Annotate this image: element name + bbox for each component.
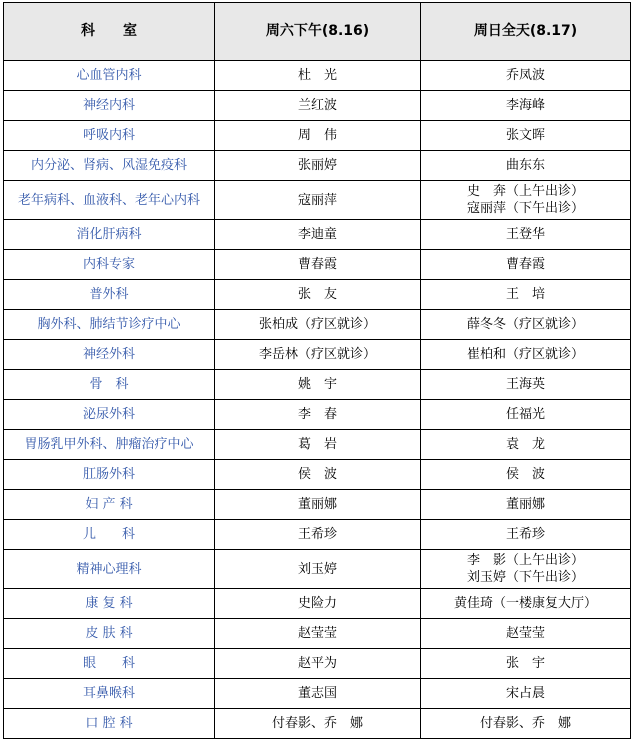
sunday-doctor-cell: 黄佳琦（一楼康复大厅）: [421, 589, 631, 619]
sunday-doctor-cell: 任福光: [421, 400, 631, 430]
department-cell: 内科专家: [4, 250, 215, 280]
department-cell: 皮 肤 科: [4, 619, 215, 649]
department-cell: 呼吸内科: [4, 121, 215, 151]
header-saturday: 周六下午(8.16): [215, 3, 421, 61]
department-cell: 内分泌、肾病、风湿免疫科: [4, 151, 215, 181]
saturday-doctor-cell: 葛 岩: [215, 430, 421, 460]
department-cell: 骨 科: [4, 370, 215, 400]
department-cell: 胃肠乳甲外科、肿瘤治疗中心: [4, 430, 215, 460]
saturday-doctor-cell: 董丽娜: [215, 490, 421, 520]
table-row: [4, 61, 631, 91]
table-row: [4, 679, 631, 709]
sunday-doctor-cell: 张文晖: [421, 121, 631, 151]
saturday-doctor-cell: 曹春霞: [215, 250, 421, 280]
department-cell: 心血管内科: [4, 61, 215, 91]
sunday-doctor-cell: 史 奔（上午出诊） 寇丽萍（下午出诊）: [421, 181, 631, 220]
sunday-doctor-cell: 王希珍: [421, 520, 631, 550]
schedule-body: [4, 61, 631, 739]
saturday-doctor-cell: 张 友: [215, 280, 421, 310]
table-row: [4, 649, 631, 679]
department-cell: 神经外科: [4, 340, 215, 370]
table-row: [4, 250, 631, 280]
saturday-doctor-cell: 姚 宇: [215, 370, 421, 400]
sunday-doctor-cell: 乔凤波: [421, 61, 631, 91]
department-cell: 康 复 科: [4, 589, 215, 619]
department-cell: 口 腔 科: [4, 709, 215, 739]
saturday-doctor-cell: 张柏成（疗区就诊）: [215, 310, 421, 340]
table-row: [4, 91, 631, 121]
sunday-doctor-cell: 王 培: [421, 280, 631, 310]
table-row: [4, 709, 631, 739]
saturday-doctor-cell: 王希珍: [215, 520, 421, 550]
sunday-doctor-cell: 宋占晨: [421, 679, 631, 709]
sunday-doctor-cell: 侯 波: [421, 460, 631, 490]
table-row: [4, 490, 631, 520]
saturday-doctor-cell: 兰红波: [215, 91, 421, 121]
saturday-doctor-cell: 侯 波: [215, 460, 421, 490]
sunday-doctor-cell: 崔柏和（疗区就诊）: [421, 340, 631, 370]
saturday-doctor-cell: 刘玉婷: [215, 550, 421, 589]
table-row: [4, 181, 631, 220]
saturday-doctor-cell: 张丽婷: [215, 151, 421, 181]
table-row: [4, 340, 631, 370]
table-row: [4, 151, 631, 181]
sunday-doctor-cell: 曹春霞: [421, 250, 631, 280]
table-row: [4, 400, 631, 430]
saturday-doctor-cell: 杜 光: [215, 61, 421, 91]
schedule-table: [3, 2, 631, 739]
department-cell: 儿 科: [4, 520, 215, 550]
header-department: 科 室: [4, 3, 215, 61]
department-cell: 消化肝病科: [4, 220, 215, 250]
table-row: [4, 589, 631, 619]
sunday-doctor-cell: 王海英: [421, 370, 631, 400]
table-row: [4, 370, 631, 400]
header-sunday: 周日全天(8.17): [421, 3, 631, 61]
table-row: [4, 619, 631, 649]
table-row: [4, 550, 631, 589]
saturday-doctor-cell: 周 伟: [215, 121, 421, 151]
sunday-doctor-cell: 张 宇: [421, 649, 631, 679]
sunday-doctor-cell: 付春影、乔 娜: [421, 709, 631, 739]
saturday-doctor-cell: 赵莹莹: [215, 619, 421, 649]
sunday-doctor-cell: 王登华: [421, 220, 631, 250]
department-cell: 肛肠外科: [4, 460, 215, 490]
table-row: [4, 121, 631, 151]
department-cell: 妇 产 科: [4, 490, 215, 520]
saturday-doctor-cell: 李岳林（疗区就诊）: [215, 340, 421, 370]
saturday-doctor-cell: 赵平为: [215, 649, 421, 679]
table-row: [4, 220, 631, 250]
sunday-doctor-cell: 薛冬冬（疗区就诊）: [421, 310, 631, 340]
sunday-doctor-cell: 曲东东: [421, 151, 631, 181]
saturday-doctor-cell: 李 春: [215, 400, 421, 430]
department-cell: 胸外科、肺结节诊疗中心: [4, 310, 215, 340]
department-cell: 眼 科: [4, 649, 215, 679]
table-row: [4, 280, 631, 310]
sunday-doctor-cell: 李 影（上午出诊） 刘玉婷（下午出诊）: [421, 550, 631, 589]
department-cell: 精神心理科: [4, 550, 215, 589]
department-cell: 耳鼻喉科: [4, 679, 215, 709]
table-row: [4, 430, 631, 460]
department-cell: 神经内科: [4, 91, 215, 121]
table-row: [4, 310, 631, 340]
department-cell: 老年病科、血液科、老年心内科: [4, 181, 215, 220]
table-row: [4, 460, 631, 490]
sunday-doctor-cell: 董丽娜: [421, 490, 631, 520]
saturday-doctor-cell: 李迪童: [215, 220, 421, 250]
department-cell: 泌尿外科: [4, 400, 215, 430]
saturday-doctor-cell: 寇丽萍: [215, 181, 421, 220]
header-row: [4, 3, 631, 61]
saturday-doctor-cell: 史险力: [215, 589, 421, 619]
department-cell: 普外科: [4, 280, 215, 310]
saturday-doctor-cell: 付春影、乔 娜: [215, 709, 421, 739]
sunday-doctor-cell: 赵莹莹: [421, 619, 631, 649]
saturday-doctor-cell: 董志国: [215, 679, 421, 709]
table-row: [4, 520, 631, 550]
sunday-doctor-cell: 李海峰: [421, 91, 631, 121]
sunday-doctor-cell: 袁 龙: [421, 430, 631, 460]
